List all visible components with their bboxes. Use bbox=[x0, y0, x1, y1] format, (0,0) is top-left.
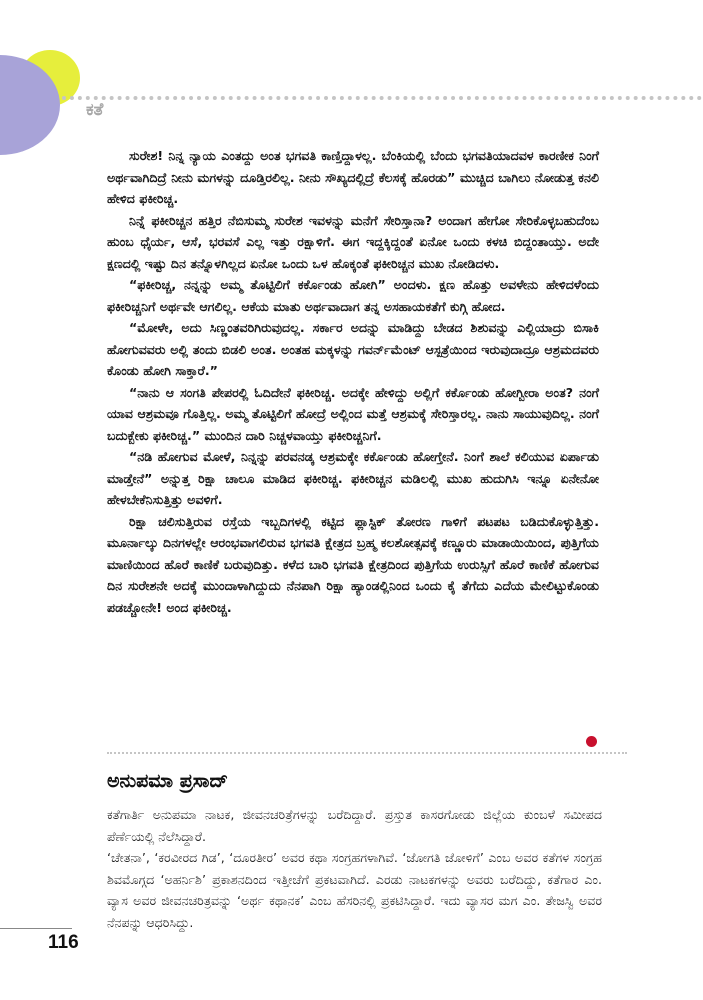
story-paragraph: “ಮೋಳೇ, ಅದು ಸಿಣ್ಣಂತವರಿಗಿರುವುದಲ್ಲ. ಸರ್ಕಾರ ಅದನ್ನು ಮಾಡಿದ್ದು ಬೇಡದ ಶಿಶುವನ್ನು ಎಲ್ಲಿಯಾದ್ರು ಬಿಸಾಕಿ ಹೋಗುವವರು ಅಲ್ಲಿ ತಂದು ಬಿಡಲಿ ಅಂತ. ಅಂತಹ ಮಕ್ಕಳನ್ನು ಗವರ್ನ್‌ಮೆಂಟ್ ಆಸ್ಪತ್ರೆಯಿಂದ ಇರುವುದಾದ್ರೂ ಆಶ್ರಮದವರು ಕೊಂಡು ಹೋಗಿ ಸಾಕ್ತಾರೆ.” bbox=[107, 320, 599, 378]
bio-paragraph: ‘ಚೇತನಾ’, ‘ಕರವೀರದ ಗಿಡ’, ‘ದೂರತೀರ’ ಅವರ ಕಥಾ ಸಂಗ್ರಹಗಳಾಗಿವೆ. ‘ಜೋಗತಿ ಜೋಳಿಗೆ’ ಎಂಬ ಅವರ ಕತೆಗಳ ಸಂಗ್ರಹ ಶಿವಮೊಗ್ಗದ ‘ಅಹರ್ನಿಶಿ’ ಪ್ರಕಾಶನದಿಂದ ಇತ್ತೀಚೆಗೆ ಪ್ರಕಟವಾಗಿದೆ. ಎರಡು ನಾಟಕಗಳನ್ನು ಅವರು ಬರೆದಿದ್ದು, ಕತೆಗಾರ ಎಂ. ವ್ಯಾಸ ಅವರ ಜೀವನಚರಿತ್ರವನ್ನು ‘ಅರ್ಥ ಕಥಾನಕ’ ಎಂಬ ಹೆಸರಿನಲ್ಲಿ ಪ್ರಕಟಿಸಿದ್ದಾರೆ. ಇದು ವ್ಯಾಸರ ಮಗ ಎಂ. ತೇಜಸ್ವಿ ಅವರ ನೆನಪನ್ನು ಆಧರಿಸಿದ್ದು. bbox=[107, 850, 602, 930]
bio-paragraph: ಕತೆಗಾರ್ತಿ ಅನುಪಮಾ ನಾಟಕ, ಜೀವನಚರಿತ್ರೆಗಳನ್ನು ಬರೆದಿದ್ದಾರೆ. ಪ್ರಸ್ತುತ ಕಾಸರಗೋಡು ಜಿಲ್ಲೆಯ ಕುಂಬಳೆ ಸಮೀಪದ ಪೆರ್ಣೆಯಲ್ಲಿ ನೆಲೆಸಿದ್ದಾರೆ. bbox=[107, 807, 602, 844]
author-bio bbox=[107, 804, 602, 933]
story-paragraph: “ಫಕೀರಿಚ್ಚ, ನನ್ನನ್ನು ಅಮ್ಮ ತೊಟ್ಟಿಲಿಗೆ ಕರ್ಕೊಂಡು ಹೋಗಿ” ಅಂದಳು. ಕ್ಷಣ ಹೊತ್ತು ಅವಳೇನು ಹೇಳಿದಳೆಂದು ಫಕೀರಿಚ್ಚನಿಗೆ ಅರ್ಥವೇ ಆಗಲಿಲ್ಲ. ಆಕೆಯ ಮಾತು ಅರ್ಥವಾದಾಗ ತನ್ನ ಅಸಹಾಯಕತೆಗೆ ಕುಗ್ಗಿ ಹೋದ. bbox=[107, 277, 599, 314]
author-name: ಅನುಪಮಾ ಪ್ರಸಾದ್ bbox=[107, 770, 228, 792]
story-paragraph: ನಿನ್ನೆ ಫಕೀರಿಚ್ಚನ ಹತ್ತಿರ ನೆಬಿಸುಮ್ಮ ಸುರೇಶ ಇವಳನ್ನು ಮನೆಗೆ ಸೇರಿಸ್ತಾನಾ? ಅಂದಾಗ ಹೇಗೋ ಸೇರಿಕೊಳ್ಳಬಹುದೆಂಬ ಹುಂಬ ಧೈರ್ಯ, ಆಸೆ, ಭರವಸೆ ಎಲ್ಲ ಇತ್ತು ರಕ್ಷಾಳಿಗೆ. ಈಗ ಇದ್ದಕ್ಕಿದ್ದಂತೆ ಏನೋ ಒಂದು ಕಳಚಿ ಬಿದ್ದಂತಾಯ್ತು. ಅದೇ ಕ್ಷಣದಲ್ಲಿ ಇಷ್ಟು ದಿನ ತನ್ನೊಳಗಿಲ್ಲದ ಏನೋ ಒಂದು ಒಳ ಹೊಕ್ಕಂತೆ ಫಕೀರಿಚ್ಚನ ಮುಖ ನೋಡಿದಳು. bbox=[107, 212, 599, 271]
story-end-mark bbox=[586, 736, 597, 747]
story-paragraph: ಸುರೇಶ! ನಿನ್ನ ನ್ಯಾಯ ಎಂತದ್ದು ಅಂತ ಭಗವತಿ ಕಾಣ್ತಿದ್ದಾಳಲ್ಲ. ಬೆಂಕಿಯಲ್ಲಿ ಬೆಂದು ಭಗವತಿಯಾದವಳ ಕಾರಣೀಕ ನಿಂಗೆ ಅರ್ಥವಾಗಿದಿದ್ರೆ ನೀನು ಮಗಳನ್ನು ದೂಡ್ತಿರಲಿಲ್ಲ. ನೀನು ಸೌಖ್ಯದಲ್ಲಿದ್ರೆ ಕೆಲಸಕ್ಕೆ ಹೊರಡು” ಮುಚ್ಚಿದ ಬಾಗಿಲು ನೋಡುತ್ತ ಕನಲಿ ಹೇಳಿದ ಫಕೀರಿಚ್ಚ. bbox=[107, 148, 599, 206]
story-paragraph: ರಿಕ್ಷಾ ಚಲಿಸುತ್ತಿರುವ ರಸ್ತೆಯ ಇಬ್ಬದಿಗಳಲ್ಲಿ ಕಟ್ಟಿದ ಪ್ಲಾಸ್ಟಿಕ್ ತೋರಣ ಗಾಳಿಗೆ ಪಟಪಟ ಬಡಿದುಕೊಳ್ಳುತ್ತಿತ್ತು. ಮೂರ್ನಾಲ್ಕು ದಿನಗಳಲ್ಲೇ ಆರಂಭವಾಗಲಿರುವ ಭಗವತಿ ಕ್ಷೇತ್ರದ ಬ್ರಹ್ಮ ಕಲಶೋತ್ಸವಕ್ಕೆ ಕಣ್ಣೂರು ಮಾಡಾಯಿಯಿಂದ, ಪುತ್ತಿಗೆಯ ಮಾಣಿಯಿಂದ ಹೊರೆ ಕಾಣಿಕೆ ಬರುವುದಿತ್ತು. ಕಳೆದ ಬಾರಿ ಭಗವತಿ ಕ್ಷೇತ್ರದಿಂದ ಪುತ್ತಿಗೆಯ ಉರುಸ್ಸಿಗೆ ಹೊರೆ ಕಾಣಿಕೆ ಹೋಗುವ ದಿನ ಸುರೇಶನೇ ಅದಕ್ಕೆ ಮುಂದಾಳಾಗಿದ್ದುದು ನೆನಪಾಗಿ ರಿಕ್ಷಾ ಹ್ಯಾಂಡಲ್ಲಿನಿಂದ ಒಂದು ಕೈ ತೆಗೆದು ಎದೆಯ ಮೇಲಿಟ್ಟುಕೊಂಡು ಪಡಚ್ಚೋನೇ! ಅಂದ ಫಕೀರಿಚ್ಚ. bbox=[107, 513, 599, 615]
story-body bbox=[107, 145, 599, 618]
story-paragraph: “ನಡಿ ಹೋಗುವ ಮೋಳೆ, ನಿನ್ನನ್ನು ಪರವನಡ್ಕ ಆಶ್ರಮಕ್ಕೇ ಕರ್ಕೊಂಡು ಹೋಗ್ತೇನೆ. ನಿಂಗೆ ಶಾಲೆ ಕಲಿಯುವ ಏರ್ಪಾಡು ಮಾಡ್ತೇನೆ” ಅನ್ನುತ್ತ ರಿಕ್ಷಾ ಚಾಲೂ ಮಾಡಿದ ಫಕೀರಿಚ್ಚ. ಫಕೀರಿಚ್ಚನ ಮಡಿಲಲ್ಲಿ ಮುಖ ಹುದುಗಿಸಿ ಇನ್ನೂ ಏನೇನೋ ಹೇಳಬೇಕೆನಿಸುತ್ತಿತ್ತು ಅವಳಿಗೆ. bbox=[107, 449, 599, 507]
page-number: 116 bbox=[48, 932, 79, 953]
section-divider bbox=[107, 752, 627, 754]
page-number-rule bbox=[0, 928, 72, 929]
story-paragraph: “ನಾನು ಆ ಸಂಗತಿ ಪೇಪರಲ್ಲಿ ಓದಿದೇನೆ ಫಕೀರಿಚ್ಚ. ಅದಕ್ಕೇ ಹೇಳಿದ್ದು ಅಲ್ಲಿಗೆ ಕರ್ಕೊಂಡು ಹೋಗ್ಬೀರಾ ಅಂತ? ನಂಗೆ ಯಾವ ಆಶ್ರಮವೂ ಗೊತ್ತಿಲ್ಲ. ಅಮ್ಮ ತೊಟ್ಟಿಲಿಗೆ ಹೋದ್ರೆ ಅಲ್ಲಿಂದ ಮತ್ತೆ ಆಶ್ರಮಕ್ಕೆ ಸೇರಿಸ್ತಾರಲ್ಲ. ನಾನು ಸಾಯುವುದಿಲ್ಲ. ನಂಗೆ ಬದುಕ್ಬೇಕು ಫಕೀರಿಚ್ಚ.” ಮುಂದಿನ ದಾರಿ ನಿಚ್ಚಳವಾಯ್ತು ಫಕೀರಿಚ್ಚನಿಗೆ. bbox=[107, 384, 599, 443]
header-dotted-rule bbox=[62, 96, 702, 100]
section-label: ಕತೆ bbox=[86, 100, 104, 120]
